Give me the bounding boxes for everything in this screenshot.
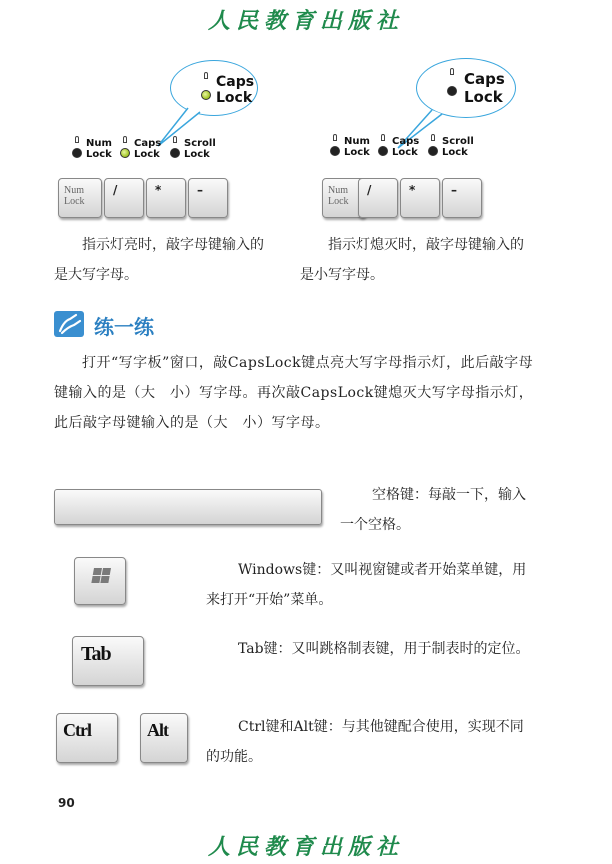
label-line1: Num	[86, 138, 112, 149]
key-line2: Lock	[328, 196, 349, 207]
label-line1: Caps	[134, 138, 162, 149]
practice-text: 打开“写字板”窗口，敲CapsLock键点亮大写字母指示灯，此后敲字母键输入的是（大 小）写字母。再次敲CapsLock键熄灭大写字母指示灯，此后敲字母键输入的是（大 小）写字母。	[54, 355, 534, 431]
key-line2: Lock	[64, 196, 85, 207]
publisher-logo-footer: 人民教育出版社	[207, 834, 404, 860]
label-line1: Caps	[392, 136, 420, 147]
indicator-figure-left	[50, 60, 255, 225]
caps-lock-indicator	[378, 134, 426, 160]
led-off	[447, 86, 457, 96]
key-label: –	[197, 183, 203, 197]
ctrl-key-label: Ctrl	[63, 720, 91, 740]
key-label: –	[451, 183, 457, 197]
ctrl-alt-description: Ctrl键和Alt键：与其他键配合使用，实现不同的功能。	[206, 719, 524, 765]
caption-indicator-off: 指示灯熄灭时，敲字母键输入的是小写字母。	[300, 237, 524, 283]
windows-key-description: Windows键：又叫视窗键或者开始菜单键，用来打开“开始”菜单。	[206, 562, 527, 608]
caption-indicator-on: 指示灯亮时，敲字母键输入的是大写字母。	[54, 237, 264, 283]
caps-lock-led-enlarged	[446, 68, 510, 108]
publisher-logo-header: 人民教育出版社	[207, 8, 404, 34]
key-line1: Num	[328, 185, 348, 196]
label-line2: Lock	[86, 149, 112, 160]
label-line1: Num	[344, 136, 370, 147]
minus-key	[442, 178, 482, 218]
label-line2: Lock	[392, 147, 418, 158]
slash-key	[358, 178, 398, 218]
label-line2: Lock	[134, 149, 160, 160]
led-on	[201, 90, 211, 100]
indicator-figure-right	[318, 58, 518, 223]
slash-key	[104, 178, 144, 218]
num-lock-indicator	[72, 136, 116, 162]
bubble-line1: Caps	[464, 70, 505, 88]
hand-pencil-icon	[54, 311, 84, 337]
bubble-line2: Lock	[216, 90, 253, 106]
label-line2: Lock	[442, 147, 468, 158]
caps-lock-led-enlarged	[200, 72, 260, 108]
label-line2: Lock	[344, 147, 370, 158]
space-key	[54, 489, 322, 525]
windows-logo-icon	[75, 558, 127, 606]
ctrl-key	[56, 713, 118, 763]
practice-title: 练一练	[94, 315, 154, 339]
label-line1: Scroll	[184, 138, 216, 149]
windows-key	[74, 557, 126, 605]
page-number: 90	[58, 796, 75, 810]
minus-key	[188, 178, 228, 218]
practice-section-icon	[54, 311, 84, 337]
key-line1: Num	[64, 185, 84, 196]
alt-key	[140, 713, 188, 763]
num-lock-key	[58, 178, 102, 218]
key-label: /	[367, 183, 372, 197]
tab-key	[72, 636, 144, 686]
bubble-line2: Lock	[464, 88, 503, 106]
num-lock-indicator	[330, 134, 374, 160]
key-label: *	[155, 183, 162, 197]
label-line2: Lock	[184, 149, 210, 160]
asterisk-key	[146, 178, 186, 218]
scroll-lock-indicator	[170, 136, 226, 162]
tab-key-description: Tab键：又叫跳格制表键，用于制表时的定位。	[238, 641, 530, 657]
alt-key-label: Alt	[147, 720, 168, 740]
scroll-lock-indicator	[428, 134, 484, 160]
label-line1: Scroll	[442, 136, 474, 147]
space-key-description: 空格键：每敲一下，输入一个空格。	[340, 487, 526, 533]
key-label: *	[409, 183, 416, 197]
tab-key-label: Tab	[81, 643, 111, 665]
caps-lock-indicator	[120, 136, 168, 162]
asterisk-key	[400, 178, 440, 218]
key-label: /	[113, 183, 118, 197]
bubble-line1: Caps	[216, 74, 255, 90]
